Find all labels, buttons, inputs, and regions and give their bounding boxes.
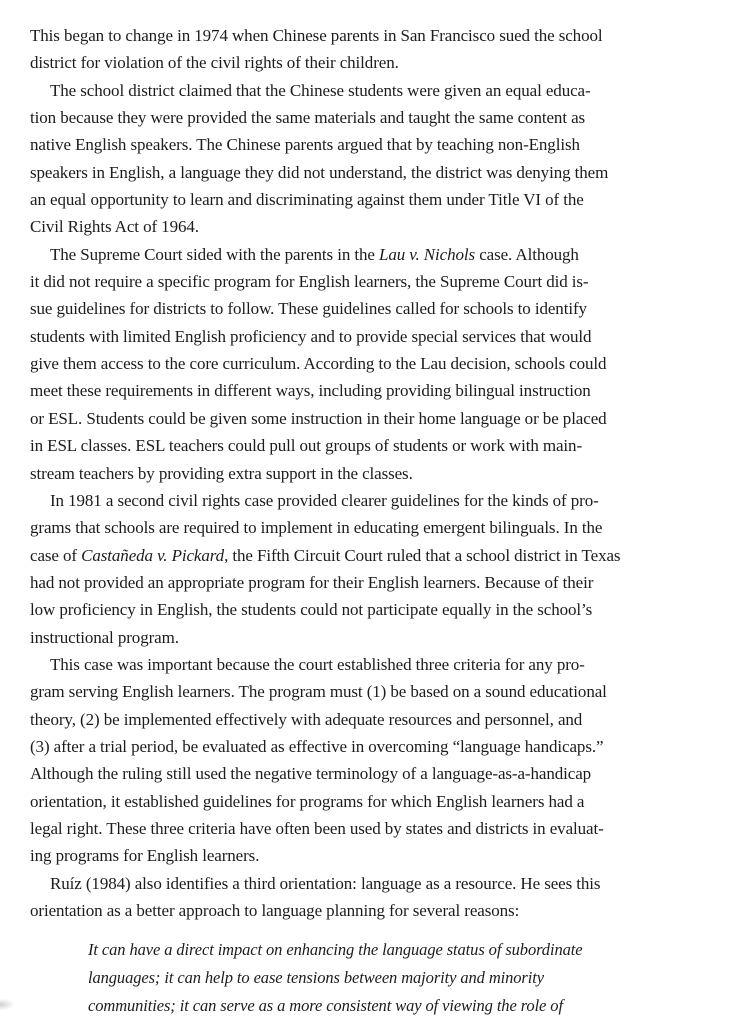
text-line: district for violation of the civil rights of their children. <box>30 53 399 73</box>
quote-line: languages; it can help to ease tensions between majority and minority <box>88 968 544 987</box>
text-line: orientation as a better approach to language planning for several reasons: <box>30 901 520 920</box>
text-line: students with limited English proficiency and to provide special services that would <box>30 326 592 346</box>
page-edge-artifact <box>0 999 14 1010</box>
quote-line: It can have a direct impact on enhancing the language status of subordinate <box>88 940 583 959</box>
text-line: ing programs for English learners. <box>30 846 260 866</box>
text-line: theory, (2) be implemented effectively with adequate resources and personnel, and <box>30 709 583 729</box>
text-line: sue guidelines for districts to follow. These guidelines called for schools to identify <box>30 299 587 319</box>
case-name-italic: Lau v. Nichols <box>379 244 476 264</box>
paragraph <box>30 651 730 870</box>
quote-line: communities; it can serve as a more consistent way of viewing the role of <box>88 996 563 1015</box>
paragraph <box>30 241 730 487</box>
text-line: an equal opportunity to learn and discriminating against them under Title VI of the <box>30 190 584 210</box>
text-line: The school district claimed that the Chinese students were given an equal educa- <box>50 80 591 100</box>
text-line: (3) after a trial period, be evaluated as effective in overcoming “language handicaps.” <box>30 736 604 756</box>
text-line: grams that schools are required to implement in educating emergent bilinguals. In the <box>30 518 603 538</box>
text-line: meet these requirements in different ways, including providing bilingual instruction <box>30 381 591 401</box>
paragraph <box>30 22 730 77</box>
text-line: Civil Rights Act of 1964. <box>30 217 199 237</box>
text-line: legal right. These three criteria have often been used by states and districts in evaluat- <box>30 818 604 838</box>
text-line: instructional program. <box>30 627 179 647</box>
paragraph <box>30 77 730 241</box>
text-line: it did not require a specific program for English learners, the Supreme Court did is- <box>30 272 589 292</box>
text-line: In 1981 a second civil rights case provided clearer guidelines for the kinds of pro- <box>50 490 599 510</box>
text-line: gram serving English learners. The program must (1) be based on a sound educational <box>30 682 607 702</box>
text-line: had not provided an appropriate program for their English learners. Because of their <box>30 572 594 592</box>
text-line: stream teachers by providing extra support in the classes. <box>30 463 413 483</box>
text-line: in ESL classes. ESL teachers could pull out groups of students or work with main- <box>30 436 583 456</box>
paragraph <box>30 870 730 925</box>
paragraph <box>30 487 730 651</box>
text-line: Although the ruling still used the negative terminology of a language-as-a-handicap <box>30 764 592 784</box>
text-line: give them access to the core curriculum. According to the Lau decision, schools could <box>30 354 607 374</box>
block-quote <box>88 936 648 1020</box>
text-line: case of Castañeda v. Pickard, the Fifth Circuit Court ruled that a school district in Texas <box>30 545 621 565</box>
text-line: This began to change in 1974 when Chinese parents in San Francisco sued the school <box>30 26 603 45</box>
text-line: The Supreme Court sided with the parents in the Lau v. Nichols case. Although <box>50 244 579 264</box>
body-text <box>30 22 730 924</box>
text-line: tion because they were provided the same materials and taught the same content as <box>30 108 586 128</box>
text-line: native English speakers. The Chinese parents argued that by teaching non-English <box>30 135 580 155</box>
text-line: Ruíz (1984) also identifies a third orientation: language as a resource. He sees this <box>50 873 601 893</box>
text-line: or ESL. Students could be given some instruction in their home language or be placed <box>30 408 607 428</box>
text-line: low proficiency in English, the students could not participate equally in the school’s <box>30 600 593 620</box>
case-name-italic: Castañeda v. Pickard <box>81 545 225 565</box>
text-line: speakers in English, a language they did not understand, the district was denying them <box>30 162 609 182</box>
text-line: This case was important because the court established three criteria for any pro- <box>50 654 585 674</box>
text-line: orientation, it established guidelines for programs for which English learners had a <box>30 791 585 811</box>
